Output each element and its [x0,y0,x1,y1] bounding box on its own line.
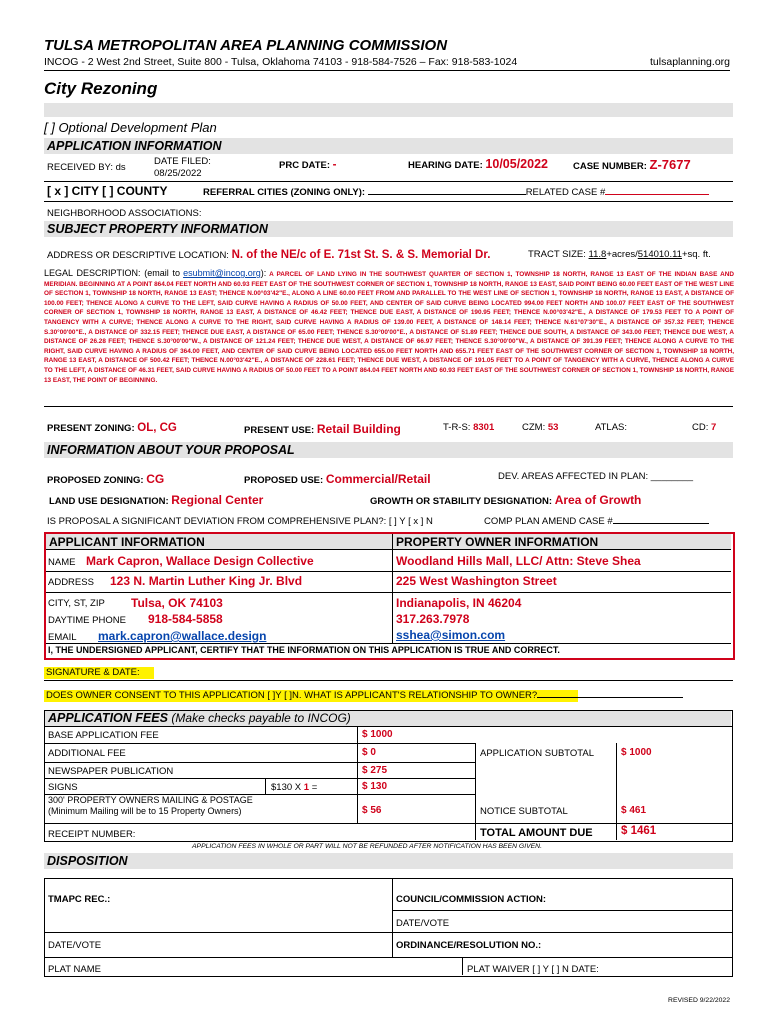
cd-label: CD: [692,422,709,433]
applicant-phone-label: DAYTIME PHONE [48,615,126,626]
divider [46,643,731,644]
signs-calc-prefix: $130 X [271,782,302,793]
revised-date: REVISED 9/22/2022 [668,997,730,1004]
signs-calc-suffix: = [311,782,318,793]
subject-property-heading: SUBJECT PROPERTY INFORMATION [47,222,268,236]
applicant-city-label: CITY, ST, ZIP [48,598,105,609]
proposed-zoning-value: CG [146,472,165,486]
application-info-heading: APPLICATION INFORMATION [47,139,222,153]
proposed-use-label: PROPOSED USE: [244,475,324,486]
czm-label: CZM: [522,422,546,433]
disposition-table [44,878,733,977]
date-vote-right[interactable]: DATE/VOTE [396,918,450,929]
base-fee-value: $ 1000 [362,729,393,740]
received-by: RECEIVED BY: ds [47,162,126,173]
column-divider [392,878,393,958]
council-action[interactable]: COUNCIL/COMMISSION ACTION: [396,894,547,905]
legal-email-link[interactable]: esubmit@incog.org [183,268,261,278]
total-label: TOTAL AMOUNT DUE [480,827,593,839]
present-zoning-label: PRESENT ZONING: [47,423,135,434]
growth-value: Area of Growth [554,493,642,507]
trs-value: 8301 [473,422,495,433]
application-info-band [44,138,733,154]
owner-city-value[interactable]: Indianapolis, IN 46204 [396,596,522,610]
atlas-label: ATLAS: [595,422,628,433]
tract-sqft: 514010.11 [637,249,682,260]
referral-cities-label: REFERRAL CITIES (ZONING ONLY): [203,187,366,198]
present-use-label: PRESENT USE: [244,425,315,436]
owner-heading: PROPERTY OWNER INFORMATION [396,535,599,549]
proposal-band [44,442,733,458]
comp-plan-case-blank[interactable] [613,523,709,524]
related-case-blank[interactable] [605,194,709,195]
applicant-phone-value[interactable]: 918-584-5858 [148,612,223,626]
subject-property-band [44,221,733,237]
optional-plan-checkbox[interactable]: [ ] Optional Development Plan [44,120,217,135]
fees-heading: APPLICATION FEES [48,711,168,725]
hearing-date-label: HEARING DATE: [408,160,483,171]
cd-value: 7 [711,422,717,433]
column-divider [392,534,393,644]
additional-fee-label: ADDITIONAL FEE [48,748,126,759]
relationship-blank[interactable] [537,697,683,698]
divider [44,778,475,779]
form-title: City Rezoning [44,79,158,98]
divider [44,680,733,681]
newspaper-label: NEWSPAPER PUBLICATION [48,766,174,777]
proposed-use-value: Commercial/Retail [325,472,431,486]
address-location-value: N. of the NE/c of E. 71st St. S. & S. Memorial Dr. [231,249,491,261]
applicant-heading: APPLICANT INFORMATION [49,535,205,549]
mailing-label-line1: 300' PROPERTY OWNERS MAILING & POSTAGE [48,795,253,805]
legal-close: ): [260,268,267,278]
disposition-band [44,853,733,869]
present-use-value: Retail Building [316,422,401,436]
deviation-question[interactable]: IS PROPOSAL A SIGNIFICANT DEVIATION FROM COMPREHENSIVE PLAN?: [ ] Y [ x ] N [47,516,433,527]
refund-note: APPLICATION FEES IN WHOLE OR PART WILL NOT BE REFUNDED AFTER NOTIFICATION HAS BEEN GIVEN. [192,843,542,850]
column-divider [265,778,266,794]
prc-date-value: - [332,159,337,171]
newspaper-value: $ 275 [362,765,388,776]
divider [44,932,732,933]
signs-value: $ 130 [362,781,388,792]
org-website[interactable]: tulsaplanning.org [650,56,730,68]
city-county-checkbox[interactable]: [ x ] CITY [ ] COUNTY [47,184,168,198]
signature-date[interactable]: SIGNATURE & DATE: [46,667,140,678]
proposal-heading: INFORMATION ABOUT YOUR PROPOSAL [47,443,295,457]
base-fee-label: BASE APPLICATION FEE [48,730,159,741]
divider [44,957,732,958]
mailing-label-line2: (Minimum Mailing will be to 15 Property Owners) [48,806,242,816]
tract-acres-sep: +acres/ [606,249,638,260]
applicant-email-value[interactable]: mark.capron@wallace.design [98,629,267,643]
fees-heading-note: (Make checks payable to INCOG) [171,711,351,725]
tract-size-label: TRACT SIZE: [528,249,586,260]
app-subtotal-label: APPLICATION SUBTOTAL [480,748,595,759]
applicant-city-value[interactable]: Tulsa, OK 74103 [131,596,223,610]
tract-acres: 11.8 [588,249,607,260]
mailing-value: $ 56 [362,805,382,816]
total-value: $ 1461 [621,825,657,837]
column-divider [462,957,463,975]
divider [44,762,475,763]
address-location-label: ADDRESS OR DESCRIPTIVE LOCATION: [47,250,229,261]
certify-statement: I, THE UNDERSIGNED APPLICANT, CERTIFY THAT THE INFORMATION ON THIS APPLICATION IS TRUE AND CORRECT. [48,645,560,655]
divider [44,823,732,824]
case-number-value: Z-7677 [649,157,691,172]
receipt-number-label[interactable]: RECEIPT NUMBER: [48,829,136,840]
column-divider [357,726,358,823]
proposed-zoning-label: PROPOSED ZONING: [47,475,144,486]
header-divider [44,70,730,71]
date-filed-label: DATE FILED: [154,156,211,167]
applicant-email-label: EMAIL [48,632,77,643]
divider [44,726,732,727]
present-zoning-value: OL, CG [137,422,177,434]
date-filed-value: 08/25/2022 [154,168,202,179]
applicant-name-label: NAME [48,557,76,568]
related-case-label: RELATED CASE # [525,187,606,198]
consent-question[interactable]: DOES OWNER CONSENT TO THIS APPLICATION [ ]Y [ ]N. WHAT IS APPLICANT'S RELATIONSHIP TO OWNER? [46,690,538,701]
divider [44,181,733,182]
signs-count[interactable]: 1 [303,782,310,793]
tmapc-rec[interactable]: TMAPC REC.: [48,894,111,905]
referral-cities-blank[interactable] [368,194,526,195]
legal-description-label: LEGAL DESCRIPTION: (email to [44,268,181,278]
divider [46,592,731,593]
disposition-heading: DISPOSITION [47,854,128,868]
title-band [44,103,733,117]
additional-fee-value: $ 0 [362,747,376,758]
case-number-label: CASE NUMBER: [573,161,647,172]
divider [44,201,733,202]
legal-description-text: A PARCEL OF LAND LYING IN THE SOUTHWEST QUARTER OF SECTION 1, TOWNSHIP 18 NORTH, RANGE 13 EAST OF THE INDIAN BASE AND MERIDIAN. BEGINNING AT A POINT 864.04 FEET NORTH AND 60.93 FEET EAST OF THE SOUTHWEST CORNER OF SECTION 1, TOWNSHIP 18 NORTH, RANGE 13 EAST, SAID POINT BEING 60.00 FEET EAST OF THE WEST LINE OF SECTION 1, TOWNSHIP 18 NORTH, RANGE 13 EAST; THENCE N.00°03'42"E., ALONG A LINE 60.00 FEET FROM AND PARALLEL TO THE WEST LINE OF SECTION 1, TOWNSHIP 18 NORTH, RANGE 13 EAST, A DISTANCE OF 100.00 FEET; THENCE ALONG A CURVE TO THE LEFT, SAID CURVE HAVING A RADIUS OF 50.00 FEET, AND CENTER OF SAID CURVE BEING LOCATED 994.00 FEET NORTH AND 100.07 FEET EAST OF THE SOUTHWEST CORNER OF SECTION 1, TOWNSHIP 18 NORTH, RANGE 13 EAST, A DISTANCE OF 46.42 FEET; THENCE DUE EAST, A DISTANCE OF 190.95 FEET; THENCE N.00°03'42"E., A DISTANCE OF 179.53 FEET TO A POINT OF TANGENCY WITH A CURVE; THENCE ALONG A CURVE TO THE RIGHT, SAID CURVE HAVING A RADIUS OF 139.00 FEET, A DISTANCE OF 148.14 FEET; THENCE N.61°07'30"E., A DISTANCE OF 357.32 FEET; THENCE S.30°00'00"E., A DISTANCE OF 332.15 FEET; THENCE DUE EAST, A DISTANCE OF 65.00 FEET; THENCE S.30°00'00"E., A DISTANCE OF 51.89 FEET; THENCE DUE SOUTH, A DISTANCE OF 343.00 FEET; THENCE DUE WEST, A DISTANCE OF 26.28 FEET; THENCE S.30°00'00"W., A DISTANCE OF 121.24 FEET; THENCE DUE WEST, A DISTANCE OF 66.97 FEET; THENCE S.30°00'00"W., A DISTANCE OF 391.39 FEET; THENCE ALONG A CURVE TO THE RIGHT, SAID CURVE HAVING A RADIUS OF 364.00 FEET, AND CENTER OF SAID CURVE BEING LOCATED 655.00 FEET NORTH AND 655.71 FEET EAST OF THE SOUTHWEST CORNER OF SECTION 1, TOWNSHIP 18 NORTH, RANGE 13 EAST, A DISTANCE OF 500.42 FEET; THENCE N.00°03'42"E., A DISTANCE OF 228.61 FEET; THENCE DUE WEST, A DISTANCE OF 191.05 FEET TO A POINT OF TANGENCY WITH A CURVE, THENCE ALONG A CURVE TO THE LEFT, A DISTANCE OF 46.31 FEET, SAID CURVE HAVING A RADIUS OF 50.00 FEET TO A POINT 864.04 FEET NORTH AND 60.93 FEET EAST OF THE SOUTHWEST CORNER OF SECTION 1, TOWNSHIP 18 NORTH, RANGE 13 EAST, THE POINT OF BEGINNING. [44,271,734,384]
org-address: INCOG - 2 West 2nd Street, Suite 800 - Tulsa, Oklahoma 74103 - 918-584-7526 – Fax: 918-583-1024 [44,56,518,68]
applicant-address-label: ADDRESS [48,577,94,588]
divider [46,571,731,572]
divider [44,743,475,744]
app-subtotal-value: $ 1000 [621,747,652,758]
org-title: TULSA METROPOLITAN AREA PLANNING COMMISSION [44,37,448,54]
signs-label: SIGNS [48,782,78,793]
owner-email-value[interactable]: sshea@simon.com [396,628,506,642]
growth-label: GROWTH OR STABILITY DESIGNATION: [370,496,553,507]
legal-description [44,269,734,385]
notice-subtotal-label: NOTICE SUBTOTAL [480,806,568,817]
date-vote-left[interactable]: DATE/VOTE [48,940,102,951]
trs-label: T-R-S: [443,422,471,433]
applicant-name-value[interactable]: Mark Capron, Wallace Design Collective [86,554,314,568]
owner-name-value[interactable]: Woodland Hills Mall, LLC/ Attn: Steve Shea [396,554,641,568]
prc-date-label: PRC DATE: [279,160,331,171]
neighborhood-associations: NEIGHBORHOOD ASSOCIATIONS: [47,208,202,219]
dev-areas: DEV. AREAS AFFECTED IN PLAN: ________ [498,471,694,482]
owner-address-value[interactable]: 225 West Washington Street [396,574,557,588]
plat-name[interactable]: PLAT NAME [48,964,101,975]
hearing-date-value: 10/05/2022 [485,157,548,171]
owner-phone-value[interactable]: 317.263.7978 [396,612,470,626]
czm-value: 53 [547,422,559,433]
ordinance-number[interactable]: ORDINANCE/RESOLUTION NO.: [396,940,542,951]
applicant-address-value[interactable]: 123 N. Martin Luther King Jr. Blvd [110,574,303,588]
column-divider [616,743,617,840]
land-use-label: LAND USE DESIGNATION: [49,496,169,507]
land-use-value: Regional Center [171,493,264,507]
comp-plan-case-label: COMP PLAN AMEND CASE # [484,516,613,527]
divider [392,910,732,911]
tract-sqft-label: +sq. ft. [681,249,711,260]
plat-waiver[interactable]: PLAT WAIVER [ ] Y [ ] N DATE: [467,964,599,975]
divider [44,406,733,407]
divider [46,549,731,550]
column-divider [475,743,476,840]
notice-subtotal-value: $ 461 [621,805,647,816]
